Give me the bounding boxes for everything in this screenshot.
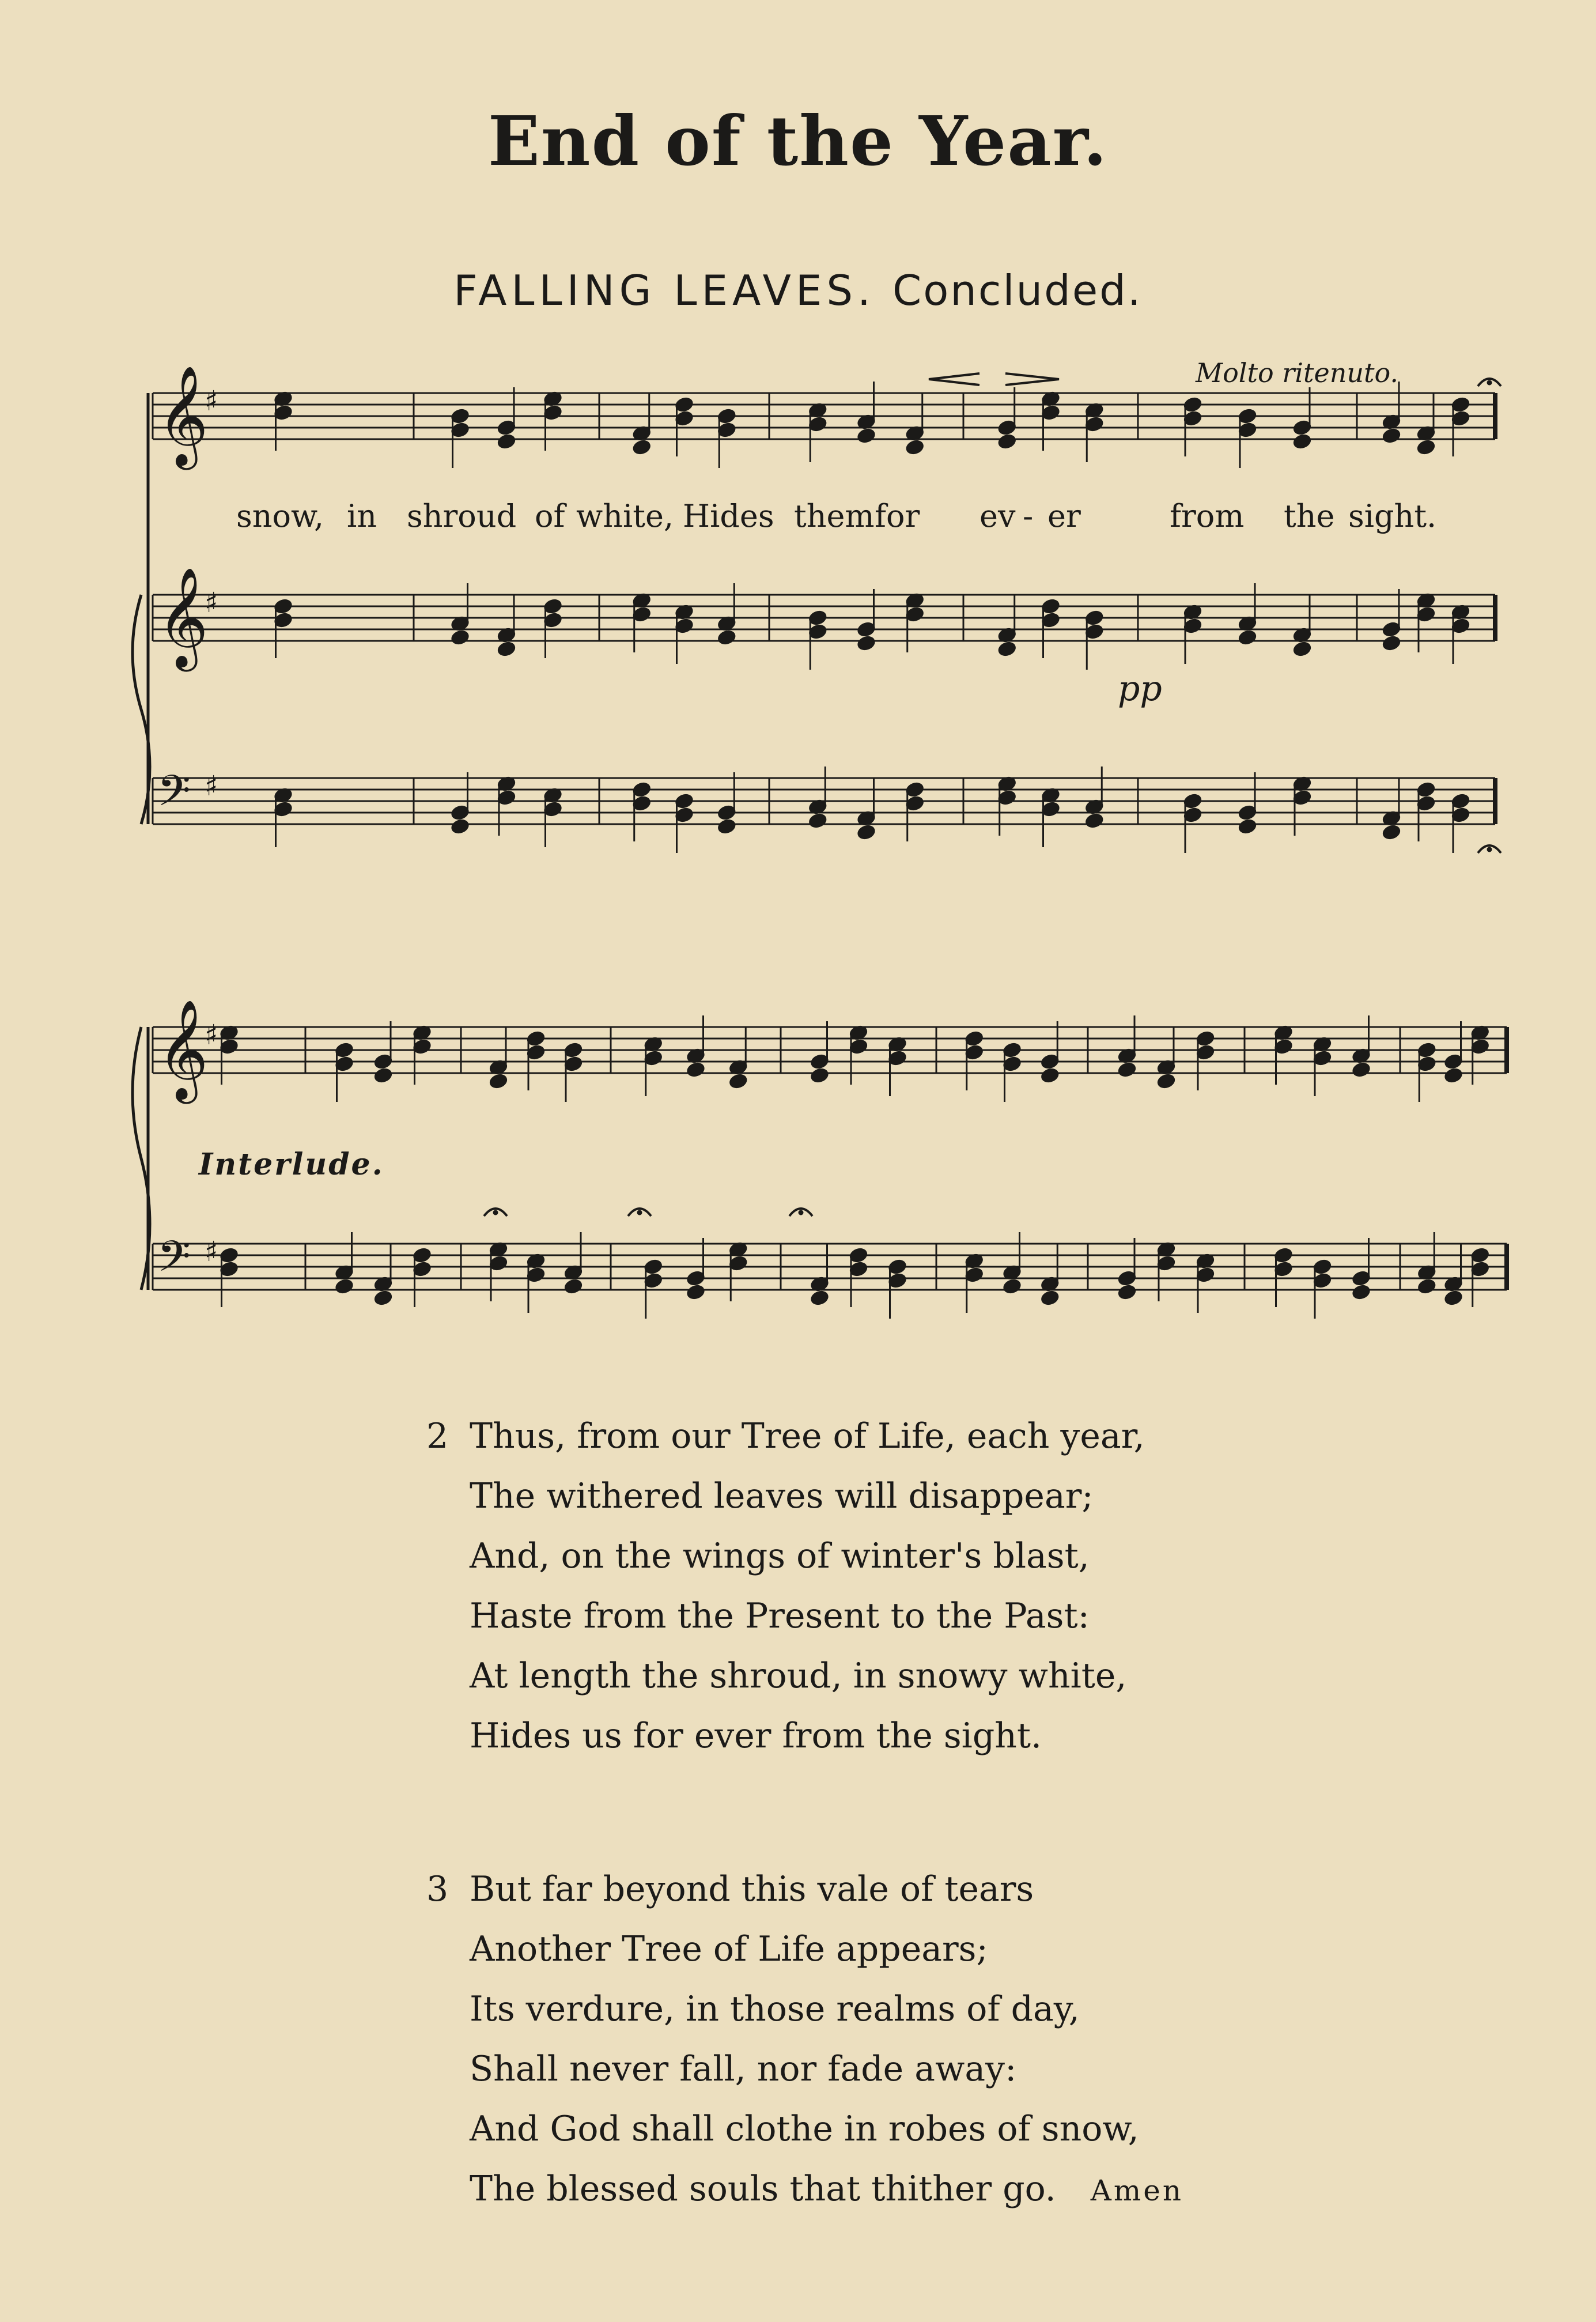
notehead bbox=[373, 1067, 394, 1085]
notehead bbox=[496, 433, 517, 451]
stanza-line bbox=[426, 1706, 1145, 1766]
stanza-line-text: Another Tree of Life appears; bbox=[470, 1929, 988, 1969]
notehead bbox=[1416, 439, 1436, 456]
notehead bbox=[563, 1278, 584, 1296]
notehead bbox=[1381, 427, 1402, 445]
notehead bbox=[1381, 635, 1402, 652]
notehead bbox=[716, 818, 737, 836]
dynamic-marking: pp bbox=[1118, 669, 1162, 709]
stanza-line-text: Shall never fall, nor fade away: bbox=[470, 2049, 1017, 2089]
notehead bbox=[1237, 818, 1258, 836]
notehead bbox=[1156, 1073, 1177, 1090]
notehead bbox=[1351, 1061, 1372, 1079]
stanza-line-text: The blessed souls that thither go. bbox=[470, 2169, 1056, 2209]
notehead bbox=[686, 1061, 706, 1079]
lyric-word: Hides bbox=[683, 498, 774, 534]
notehead bbox=[856, 824, 877, 841]
notehead bbox=[1084, 812, 1105, 830]
notehead bbox=[1117, 1283, 1137, 1301]
notehead bbox=[997, 433, 1018, 451]
stanza-line bbox=[426, 2039, 1183, 2099]
stanza-line bbox=[426, 2099, 1183, 2159]
stanza-2 bbox=[426, 1406, 1145, 1766]
notehead bbox=[496, 640, 517, 658]
notehead bbox=[1292, 433, 1313, 451]
fermata-dot bbox=[799, 1210, 803, 1215]
lyric-word: of bbox=[535, 498, 565, 534]
notehead bbox=[997, 640, 1018, 658]
stanza-line-text: But far beyond this vale of tears bbox=[470, 1869, 1034, 1909]
notehead bbox=[810, 1289, 830, 1307]
stanza-number: 2 bbox=[426, 1416, 449, 1456]
notehead bbox=[1117, 1061, 1137, 1079]
notehead bbox=[450, 818, 471, 836]
system-braces bbox=[133, 393, 150, 1290]
lyric-word: er bbox=[1047, 498, 1081, 534]
lyric-word: in bbox=[347, 498, 377, 534]
stanza-line bbox=[426, 1586, 1145, 1646]
notehead bbox=[1002, 1278, 1023, 1296]
stanza-line-text: Haste from the Present to the Past: bbox=[470, 1596, 1090, 1636]
bass-clef: 𝄢 bbox=[157, 766, 191, 826]
key-signature: ♯ bbox=[205, 587, 218, 619]
key-signature: ♯ bbox=[205, 385, 218, 417]
lyric-word: snow, bbox=[236, 498, 324, 534]
stanza-line-text: And God shall clothe in robes of snow, bbox=[470, 2109, 1139, 2149]
notehead bbox=[905, 439, 925, 456]
hymn-name: FALLING LEAVES. bbox=[453, 266, 875, 315]
notehead bbox=[1237, 629, 1258, 647]
stanza-line-text: And, on the wings of winter's blast, bbox=[470, 1536, 1090, 1576]
treble-clef: 𝄞 bbox=[157, 999, 209, 1100]
interlude-label: Interlude. bbox=[199, 1147, 384, 1182]
notehead bbox=[686, 1283, 706, 1301]
lyric-word: for bbox=[875, 498, 920, 534]
notehead bbox=[1381, 824, 1402, 841]
stanza-line bbox=[426, 1646, 1145, 1706]
notehead bbox=[373, 1289, 394, 1307]
stanza-number: 3 bbox=[426, 1869, 449, 1909]
fermata-dot bbox=[1487, 380, 1492, 385]
fermata-dot bbox=[1487, 847, 1492, 852]
stanza-line-text: Hides us for ever from the sight. bbox=[470, 1716, 1042, 1756]
treble-clef: 𝄞 bbox=[157, 567, 209, 667]
notehead bbox=[807, 812, 828, 830]
notehead bbox=[1443, 1289, 1464, 1307]
stanza-line-text: Thus, from our Tree of Life, each year, bbox=[470, 1416, 1145, 1456]
stanza-line-text: Its verdure, in those realms of day, bbox=[470, 1989, 1080, 2029]
lyric-word: shroud bbox=[407, 498, 517, 534]
notehead bbox=[1351, 1283, 1372, 1301]
stanza-3 bbox=[426, 1859, 1183, 2219]
bass-clef: 𝄢 bbox=[157, 1232, 191, 1292]
notehead bbox=[1039, 1067, 1060, 1085]
stanza-line bbox=[426, 1466, 1145, 1526]
notehead bbox=[856, 635, 877, 652]
decrescendo-hairpin bbox=[1005, 373, 1059, 385]
notehead bbox=[631, 439, 652, 456]
fermata-dot bbox=[493, 1210, 498, 1215]
lyric-word: them bbox=[794, 498, 875, 534]
lyric-word: - bbox=[1023, 498, 1034, 534]
lyric-word: white, bbox=[576, 498, 674, 534]
stanza-line-text: At length the shroud, in snowy white, bbox=[470, 1656, 1127, 1696]
notehead bbox=[856, 427, 877, 445]
concluded-label: Concluded. bbox=[892, 266, 1143, 315]
stanza-line bbox=[426, 1859, 1183, 1919]
fermata-dot bbox=[637, 1210, 642, 1215]
crescendo-hairpin bbox=[929, 373, 979, 385]
key-signature: ♯ bbox=[205, 1236, 218, 1268]
key-signature: ♯ bbox=[205, 1019, 218, 1051]
lyric-word: ev bbox=[979, 498, 1016, 534]
notehead bbox=[716, 629, 737, 647]
lyric-word: sight. bbox=[1348, 498, 1437, 534]
stanza-line bbox=[426, 1406, 1145, 1466]
stanza-line bbox=[426, 1919, 1183, 1979]
notehead bbox=[1039, 1289, 1060, 1307]
stanza-line bbox=[426, 2159, 1183, 2219]
notehead bbox=[1416, 1278, 1437, 1296]
tempo-marking: Molto ritenuto. bbox=[1196, 357, 1398, 388]
notehead bbox=[488, 1073, 509, 1090]
notehead bbox=[810, 1067, 830, 1085]
stanza-line bbox=[426, 1526, 1145, 1586]
key-signature: ♯ bbox=[205, 770, 218, 802]
lyric-word: from bbox=[1170, 498, 1245, 534]
notehead bbox=[728, 1073, 748, 1090]
page-title: End of the Year. bbox=[487, 101, 1109, 181]
notehead bbox=[334, 1278, 355, 1296]
lyric-word: the bbox=[1284, 498, 1335, 534]
notehead bbox=[1292, 640, 1313, 658]
stanza-line bbox=[426, 1979, 1183, 2039]
stanza-line-text: The withered leaves will disappear; bbox=[470, 1476, 1094, 1516]
treble-clef: 𝄞 bbox=[157, 365, 209, 466]
notehead bbox=[450, 629, 471, 647]
amen-label: Amen bbox=[1090, 2174, 1184, 2207]
notehead bbox=[1443, 1067, 1464, 1085]
